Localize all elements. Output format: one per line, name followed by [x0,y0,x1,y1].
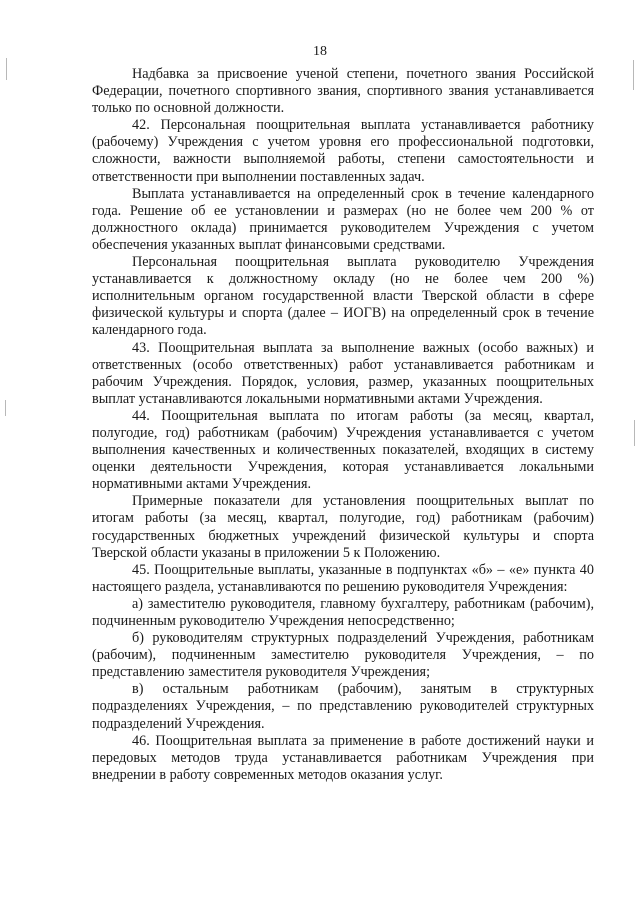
scan-edge-mark [634,420,635,446]
paragraph-43: 43. Поощрительная выплата за выполнение важных (особо важных) и ответственных (особо ответственных) работ устанавливается работникам и рабочим Учреждения. Порядок, условия, размер, указанных поощрительных выплат устанавливаются локальными нормативными актами Учреждения. [92,339,594,407]
paragraph-44: 44. Поощрительная выплата по итогам работы (за месяц, квартал, полугодие, год) работникам (рабочим) Учреждения устанавливается с учетом выполнения качественных и количественных показателей, входящих в систему оценки деятельности Учреждения, которая устанавливается локальными нормативными актами Учреждения. [92,407,594,493]
paragraph-42-director: Персональная поощрительная выплата руководителю Учреждения устанавливается к должностному окладу (но не более чем 200 %) исполнительным органом государственной власти Тверской области в сфере физической культуры и спорта (далее – ИОГВ) на определенный срок в течение календарного года. [92,254,594,339]
scan-edge-mark [6,58,7,80]
paragraph-42: 42. Персональная поощрительная выплата устанавливается работнику (рабочему) Учреждения с учетом уровня его профессиональной подготовки, сложности, важности выполняемой работы, степени самостоятельности и ответственности при выполнении поставленных задач. [92,117,594,185]
paragraph-46: 46. Поощрительная выплата за применение в работе достижений науки и передовых методов труда устанавливается работникам Учреждения при внедрении в работу современных методов оказания услуг. [92,732,594,783]
page-number: 18 [313,44,327,59]
paragraph-honorary-title-bonus: Надбавка за присвоение ученой степени, почетного звания Российской Федерации, почетного спортивного звания, спортивного звания устанавливается только по основной должности. [92,66,594,117]
scan-edge-mark [633,60,634,90]
paragraph-45: 45. Поощрительные выплаты, указанные в подпунктах «б» – «е» пункта 40 настоящего раздела, устанавливаются по решению руководителя Учреждения: [92,561,594,595]
paragraph-44-indicators: Примерные показатели для установления поощрительных выплат по итогам работы (за месяц, квартал, полугодие, год) работникам (рабочим) государственных бюджетных учреждений физической культуры и спорта Тверской области указаны в приложении 5 к Положению. [92,493,594,561]
paragraph-42-term: Выплата устанавливается на определенный срок в течение календарного года. Решение об ее установлении и размерах (но не более чем 200 % от должностного оклада) принимается руководителем Учреждения с учетом обеспечения указанных выплат финансовыми средствами. [92,185,594,253]
paragraph-45-b: б) руководителям структурных подразделений Учреждения, работникам (рабочим), подчиненным заместителю руководителя Учреждения, – по представлению заместителя руководителя Учреждения; [92,630,594,681]
scan-edge-mark [5,400,6,416]
paragraph-45-a: а) заместителю руководителя, главному бухгалтеру, работникам (рабочим), подчиненным руководителю Учреждения непосредственно; [92,595,594,629]
paragraph-45-c: в) остальным работникам (рабочим), занятым в структурных подразделениях Учреждения, – по представлению руководителей структурных подразделений Учреждения. [92,681,594,732]
document-body [92,66,594,784]
